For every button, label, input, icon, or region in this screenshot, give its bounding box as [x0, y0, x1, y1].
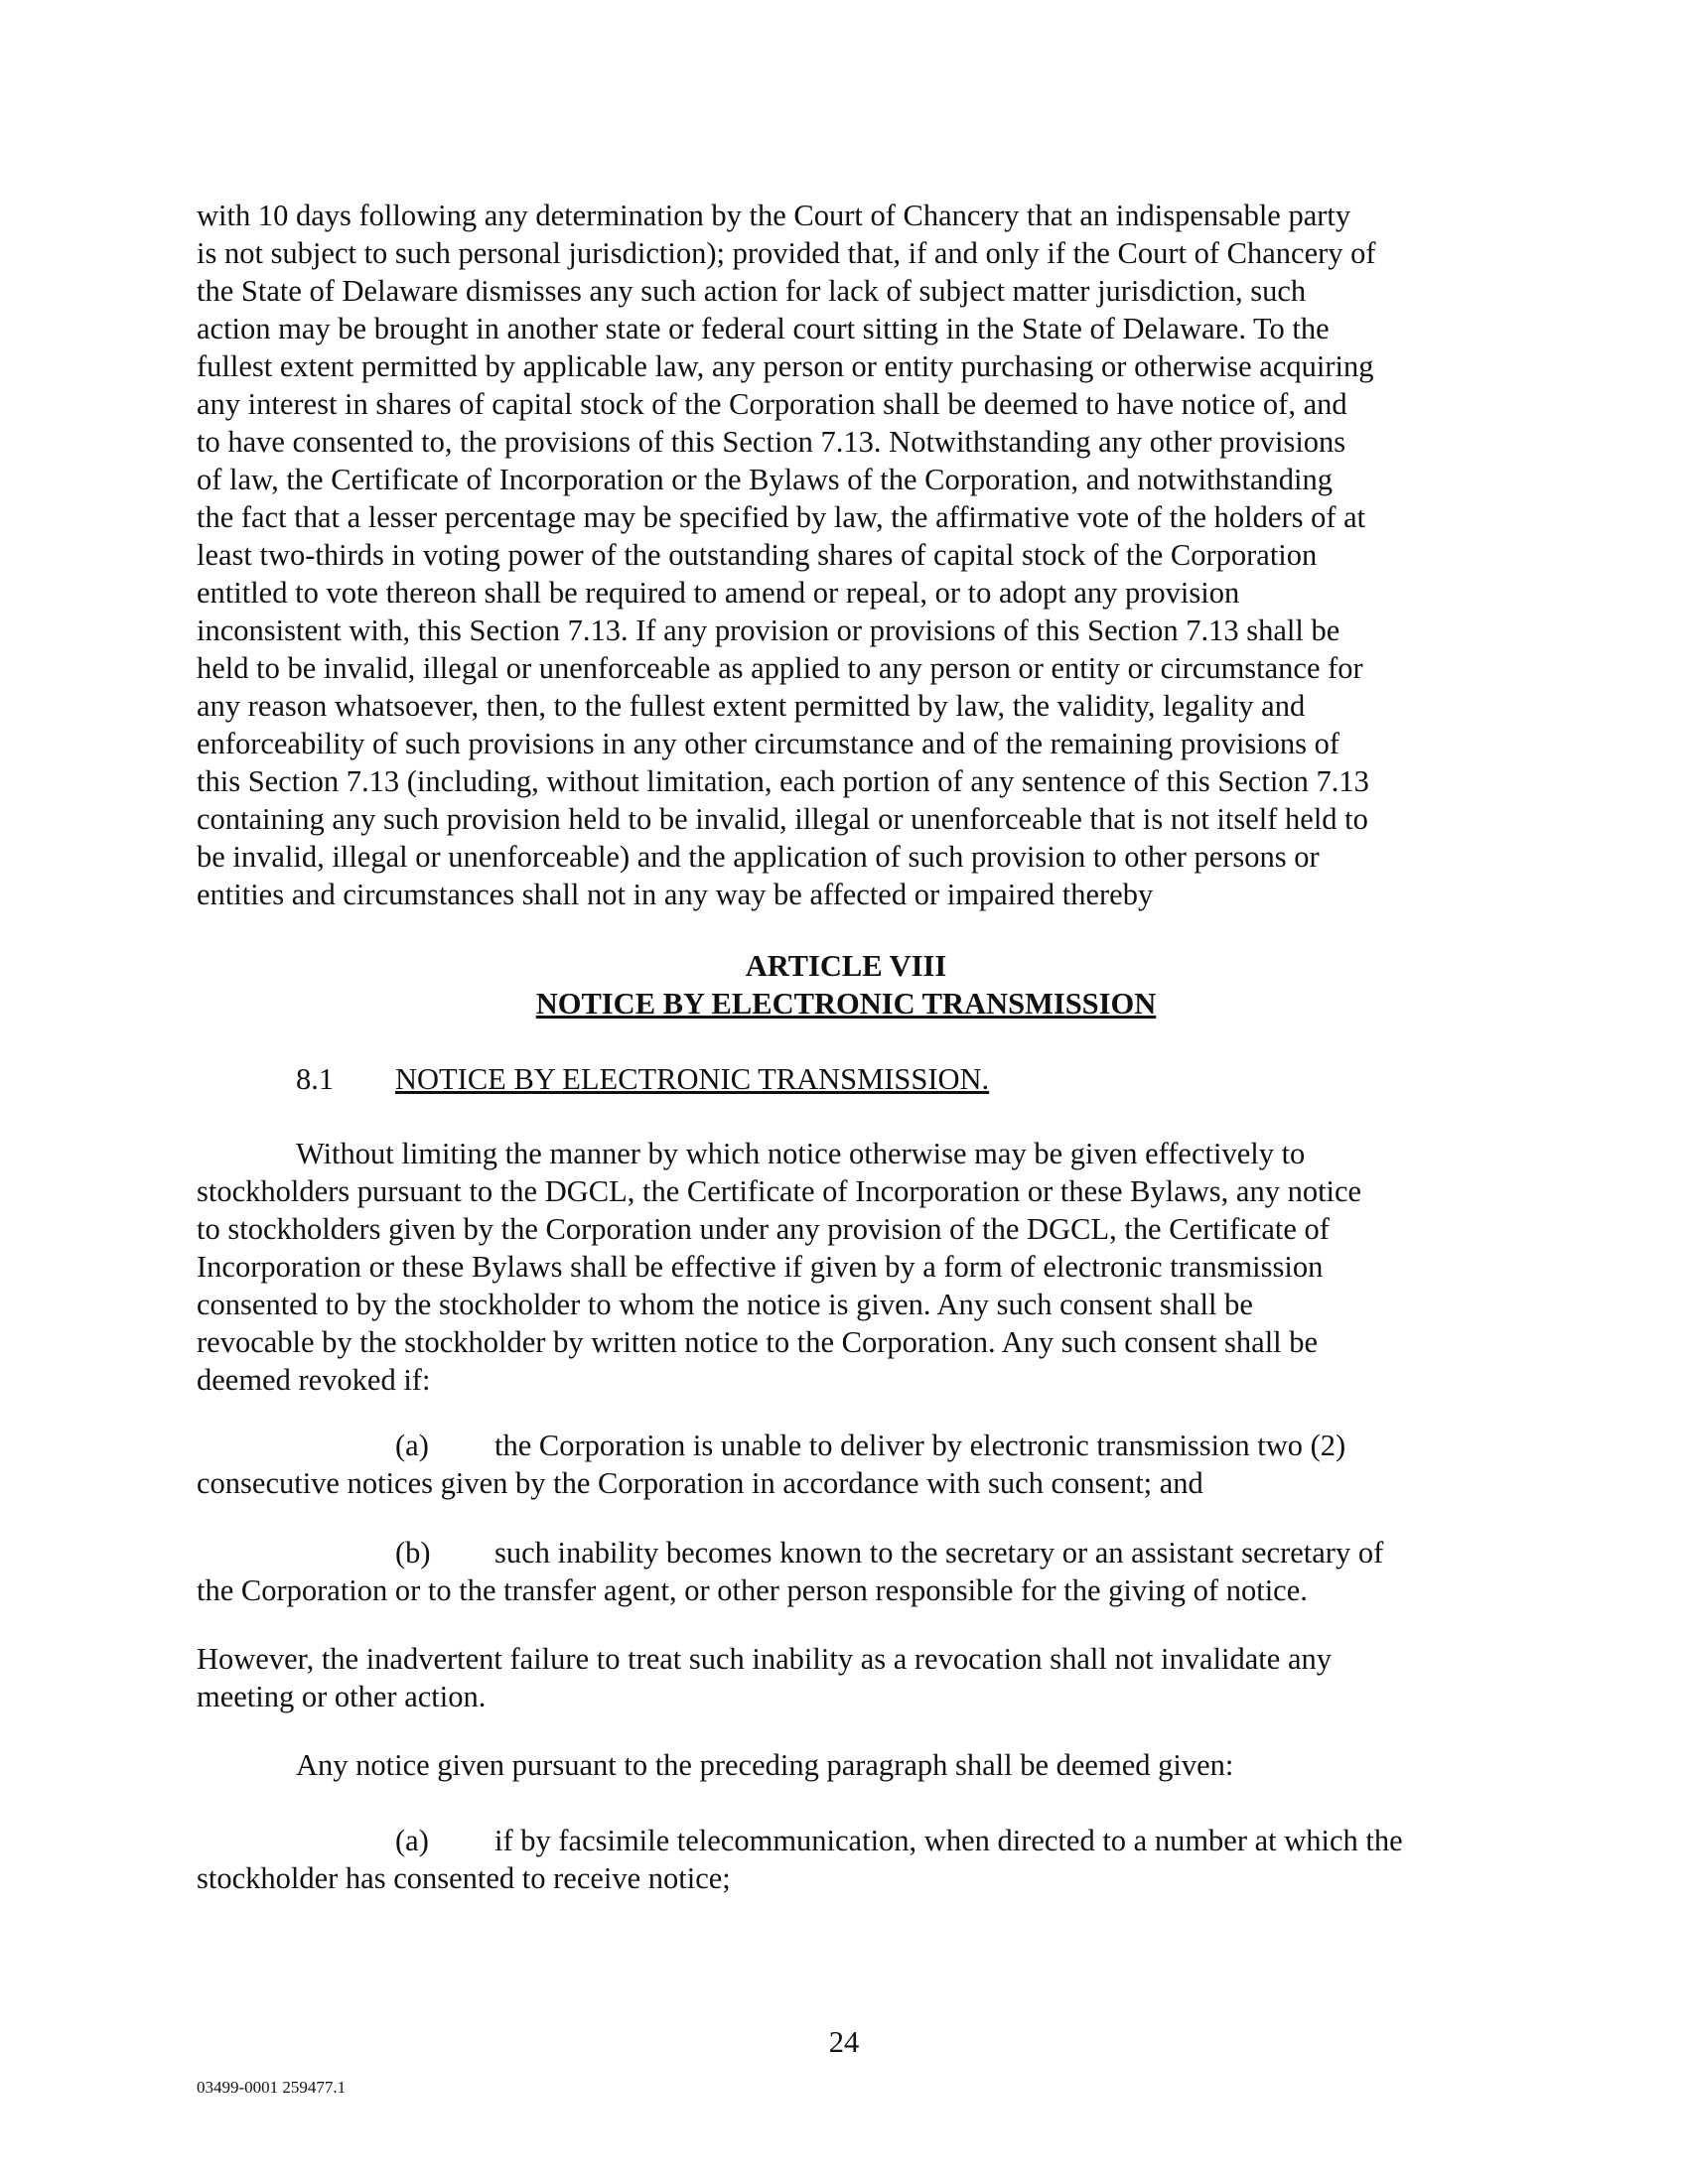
clause-text: the Corporation or to the transfer agent, or other person responsible for the giving of notice.: [197, 1573, 1308, 1607]
paragraph-line: revocable by the stockholder by written notice to the Corporation. Any such consent shall be: [197, 1325, 1319, 1359]
article-heading: [197, 947, 1495, 1023]
paragraph-line: the fact that a lesser percentage may be specified by law, the affirmative vote of the holders of at: [197, 500, 1366, 534]
paragraph-line: least two-thirds in voting power of the outstanding shares of capital stock of the Corporation: [197, 538, 1318, 572]
paragraph-line: stockholders pursuant to the DGCL, the Certificate of Incorporation or these Bylaws, any notice: [197, 1174, 1362, 1208]
paragraph-line: any reason whatsoever, then, to the fullest extent permitted by law, the validity, legality and: [197, 689, 1306, 723]
intro-paragraph: [197, 1135, 1495, 1399]
paragraph-line: the State of Delaware dismisses any such action for lack of subject matter jurisdiction, such: [197, 274, 1307, 308]
clause-label: (a): [395, 1429, 429, 1462]
clause-text: if by facsimile telecommunication, when directed to a number at which the: [494, 1824, 1403, 1857]
paragraph-line: Without limiting the manner by which notice otherwise may be given effectively to: [296, 1137, 1306, 1170]
document-id: 03499-0001 259477.1: [197, 2078, 347, 2097]
clause-a-facsimile: [197, 1822, 1495, 1897]
clause-b-revocation: [197, 1534, 1495, 1609]
section-title-text: NOTICE BY ELECTRONIC TRANSMISSION: [395, 1062, 982, 1096]
clause-text: stockholder has consented to receive notice;: [197, 1861, 731, 1895]
paragraph-line: entitled to vote thereon shall be required to amend or repeal, or to adopt any provision: [197, 576, 1240, 610]
paragraph-line: fullest extent permitted by applicable law, any person or entity purchasing or otherwise acquiring: [197, 349, 1374, 383]
paragraph-line: to stockholders given by the Corporation under any provision of the DGCL, the Certificate of: [197, 1212, 1330, 1246]
clause-label: (a): [395, 1824, 429, 1857]
paragraph-line: action may be brought in another state or federal court sitting in the State of Delaware. To the: [197, 312, 1330, 345]
clause-text: the Corporation is unable to deliver by electronic transmission two (2): [494, 1429, 1346, 1462]
clause-text: consecutive notices given by the Corporation in accordance with such consent; and: [197, 1466, 1203, 1500]
paragraph-line: inconsistent with, this Section 7.13. If any provision or provisions of this Section 7.13 shall be: [197, 614, 1340, 647]
paragraph-line: entities and circumstances shall not in any way be affected or impaired thereby: [197, 878, 1154, 911]
paragraph-line: of law, the Certificate of Incorporation or the Bylaws of the Corporation, and notwithstanding: [197, 463, 1334, 496]
section-title-period: .: [981, 1062, 990, 1096]
page-number: 24: [828, 2025, 860, 2059]
paragraph-line: held to be invalid, illegal or unenforceable as applied to any person or entity or circumstance for: [197, 651, 1363, 685]
paragraph-line: this Section 7.13 (including, without limitation, each portion of any sentence of this Section 7.13: [197, 764, 1369, 798]
any-notice-paragraph: [197, 1746, 1495, 1784]
paragraph-line: deemed revoked if:: [197, 1363, 431, 1397]
article-number: ARTICLE VIII: [745, 949, 947, 983]
section-title: [395, 1060, 989, 1098]
paragraph-line: Incorporation or these Bylaws shall be effective if given by a form of electronic transmission: [197, 1250, 1324, 1284]
paragraph-line: to have consented to, the provisions of this Section 7.13. Notwithstanding any other provisions: [197, 425, 1346, 459]
paragraph-line: is not subject to such personal jurisdiction); provided that, if and only if the Court of Chancery of: [197, 236, 1376, 270]
paragraph-line: any interest in shares of capital stock of the Corporation shall be deemed to have notice of, and: [197, 387, 1347, 421]
paragraph-line: with 10 days following any determination by the Court of Chancery that an indispensable party: [197, 199, 1351, 232]
clause-label: (b): [395, 1536, 431, 1570]
paragraph-line: containing any such provision held to be invalid, illegal or unenforceable that is not itself held to: [197, 802, 1368, 836]
section-number: 8.1: [296, 1062, 335, 1096]
article-title: NOTICE BY ELECTRONIC TRANSMISSION: [535, 987, 1157, 1021]
paragraph-line: However, the inadvertent failure to treat such inability as a revocation shall not invalidate any: [197, 1642, 1332, 1676]
however-paragraph: [197, 1640, 1495, 1715]
paragraph-line: meeting or other action.: [197, 1680, 487, 1713]
paragraph-line: be invalid, illegal or unenforceable) and the application of such provision to other persons or: [197, 840, 1320, 874]
continuation-paragraph: [197, 197, 1495, 913]
paragraph-line: enforceability of such provisions in any other circumstance and of the remaining provisions of: [197, 727, 1340, 760]
paragraph-line: Any notice given pursuant to the preceding paragraph shall be deemed given:: [296, 1748, 1234, 1782]
paragraph-line: consented to by the stockholder to whom the notice is given. Any such consent shall be: [197, 1288, 1253, 1321]
clause-a-revocation: [197, 1427, 1495, 1502]
clause-text: such inability becomes known to the secretary or an assistant secretary of: [494, 1536, 1384, 1570]
